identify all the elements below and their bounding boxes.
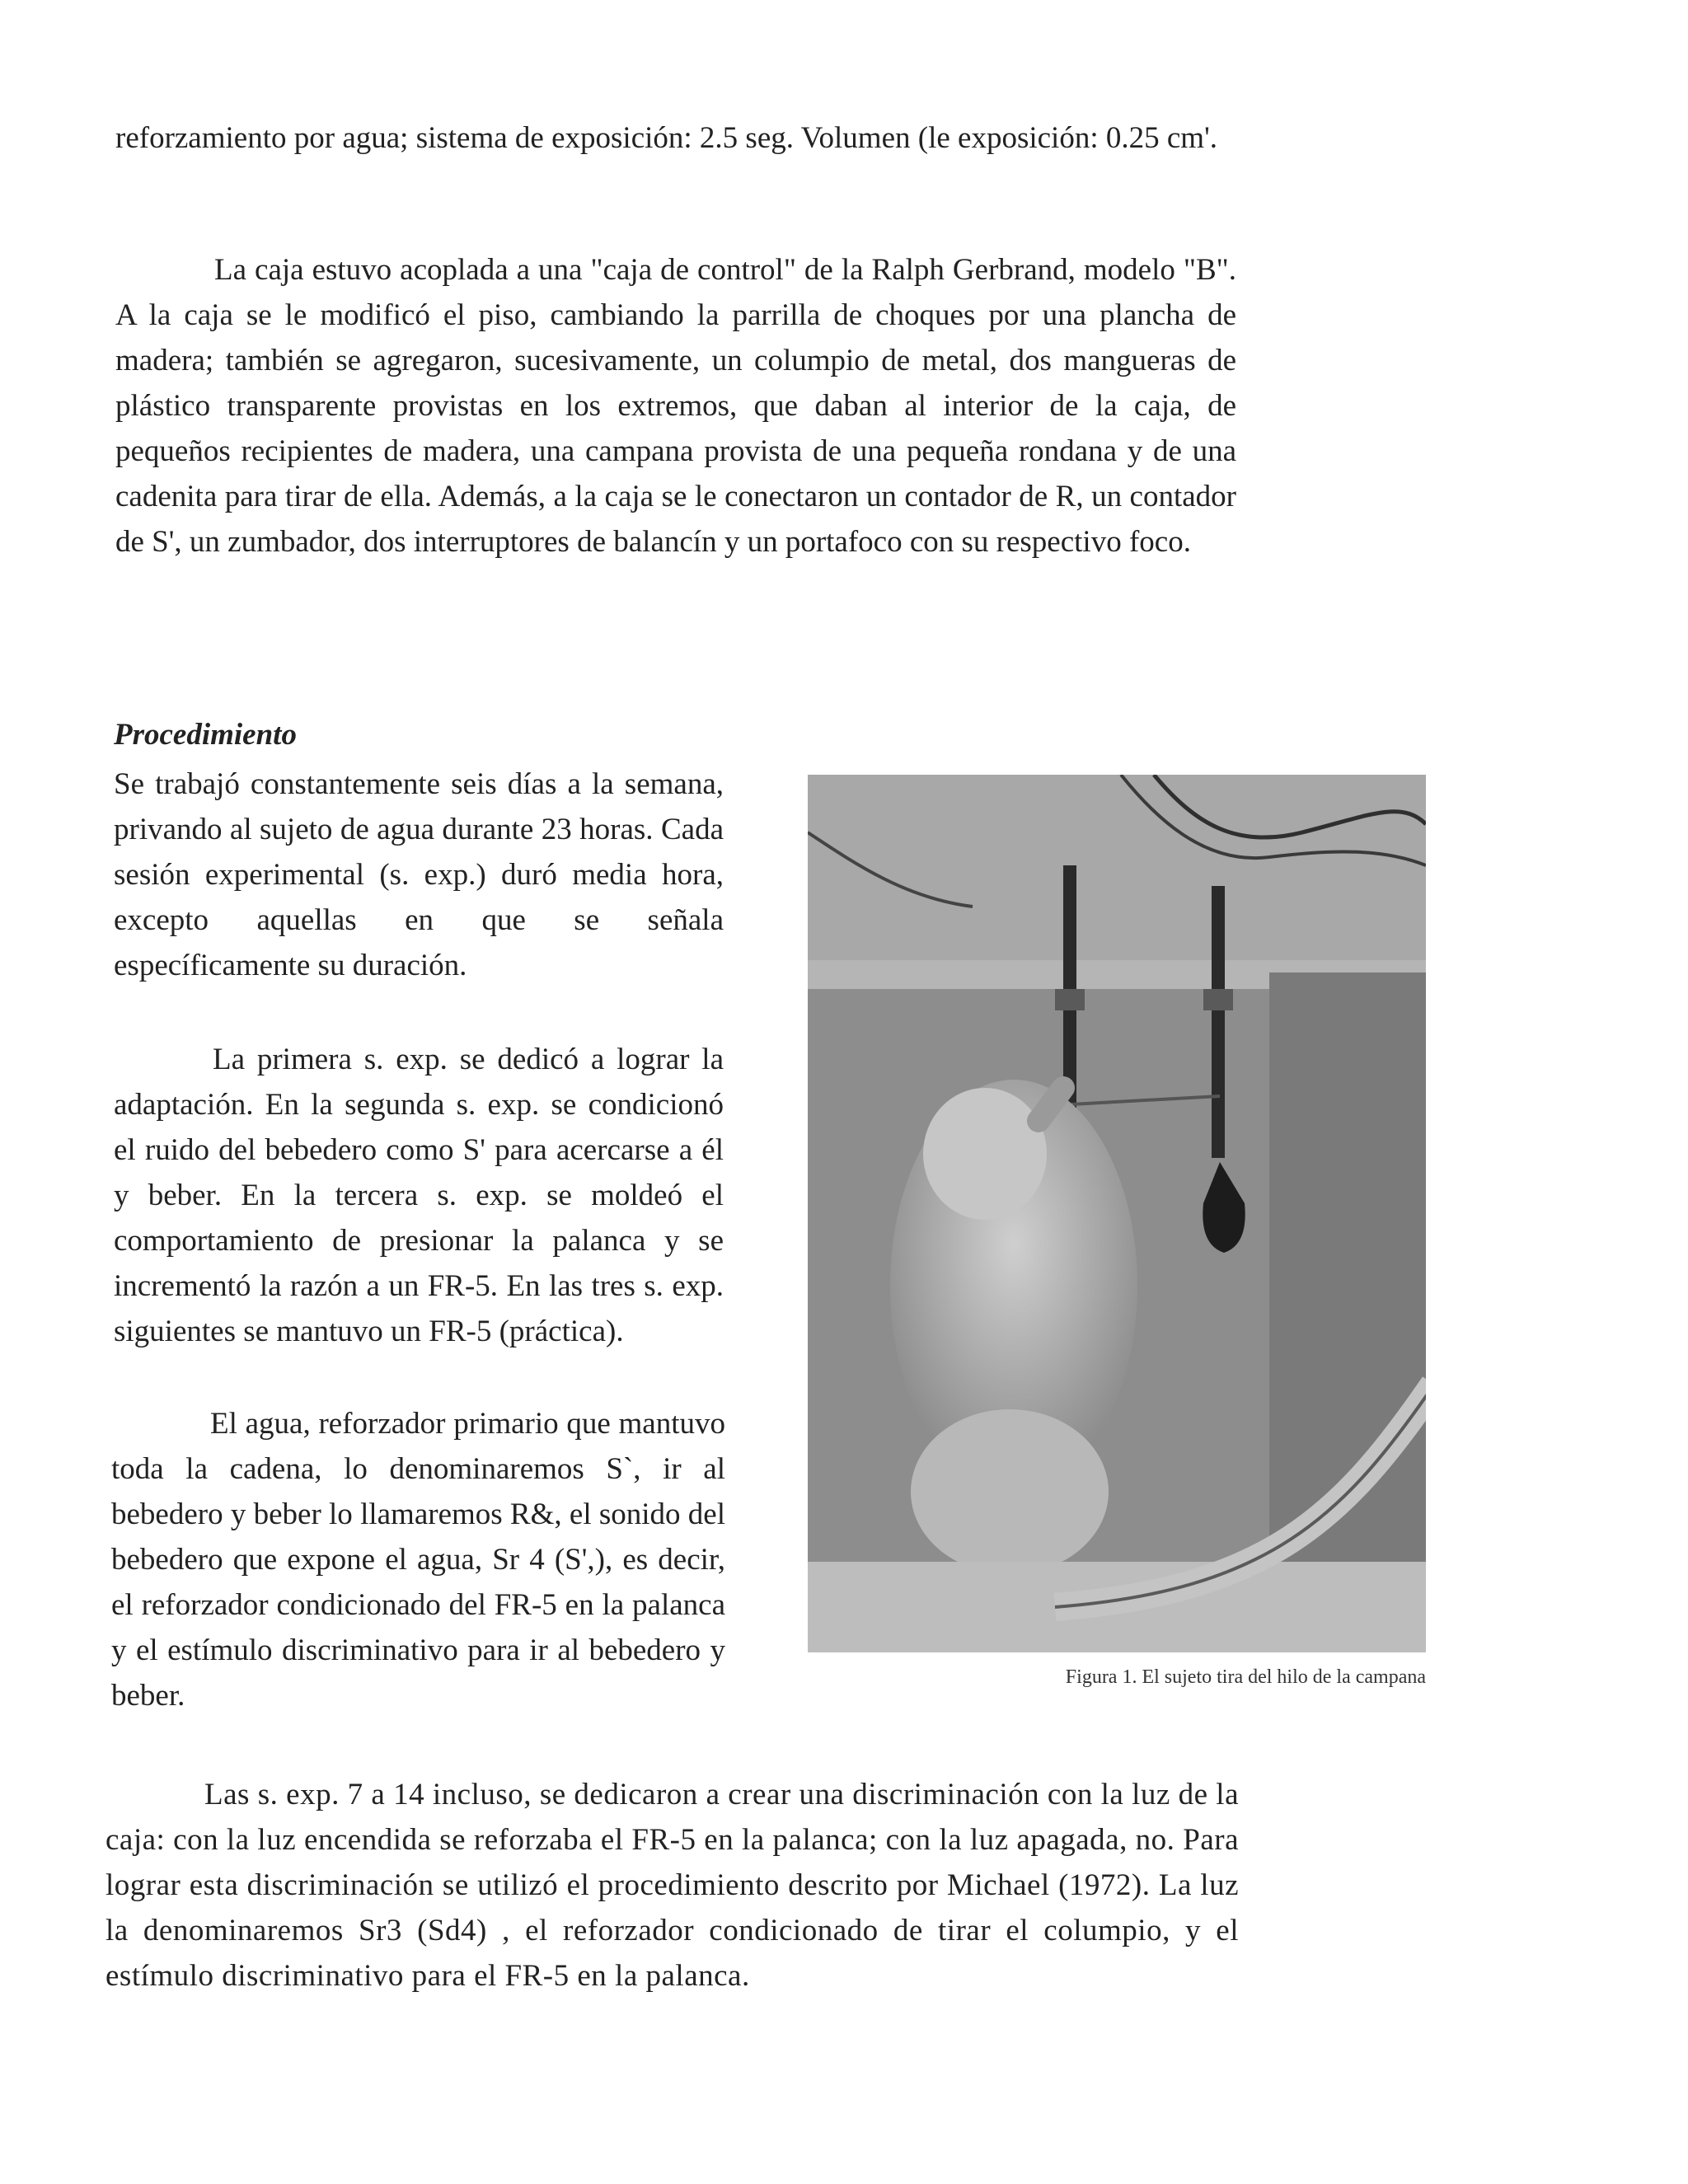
procedure-paragraph-3: El agua, reforzador primario que mantuvo toda la cadena, lo denominaremos S`, ir al bebedero y beber lo llamaremos R&, el sonido del bebedero que expone el agua, Sr 4 (S',), es decir, el reforzador condicionado del FR-5 en la palanca y el estímulo discriminativo para ir al bebedero y beber. [111, 1407, 725, 1713]
figure-photo [808, 775, 1426, 1652]
procedure-paragraph-1: Se trabajó constantemente seis días a la semana, privando al sujeto de agua durante 23 horas. Cada sesión experimental (s. exp.) duró media hora, excepto aquellas en que se señala específicamente su duración. [114, 767, 724, 982]
cat-bell-photo [808, 775, 1426, 1652]
figure-caption: Figura 1. El sujeto tira del hilo de la campana [1065, 1666, 1426, 1688]
section-heading: Procedimiento [114, 718, 297, 752]
intro-paragraph: reforzamiento por agua; sistema de exposición: 2.5 seg. Volumen (le exposición: 0.25 cm'. [115, 121, 1217, 155]
apparatus-paragraph: La caja estuvo acoplada a una "caja de control" de la Ralph Gerbrand, modelo "B". A la caja se le modificó el piso, cambiando la parrilla de choques por una plancha de madera; también se agregaron, sucesivamente, un columpio de metal, dos mangueras de plástico transparente provistas en los extremos, que daban al interior de la caja, de pequeños recipientes de madera, una campana provista de una pequeña rondana y de una cadenita para tirar de ella. Además, a la caja se le conectaron un contador de R, un contador de S', un zumbador, dos interruptores de balancín y un portafoco con su respectivo foco. [115, 253, 1236, 559]
procedure-paragraph-2: La primera s. exp. se dedicó a lograr la adaptación. En la segunda s. exp. se condicionó el ruido del bebedero como S' para acercarse a él y beber. En la tercera s. exp. se moldeó el comportamiento de presionar la palanca y se incrementó la razón a un FR-5. En las tres s. exp. siguientes se mantuvo un FR-5 (práctica). [114, 1043, 724, 1348]
final-paragraph: Las s. exp. 7 a 14 incluso, se dedicaron a crear una discriminación con la luz de la caja: con la luz encendida se reforzaba el FR-5 en la palanca; con la luz apagada, no. Para lograr esta discriminación se utilizó el procedimiento descrito por Michael (1972). La luz la denominaremos Sr3 (Sd4) , el reforzador condicionado de tirar el columpio, y el estímulo discriminativo para el FR-5 en la palanca. [106, 1778, 1239, 1993]
